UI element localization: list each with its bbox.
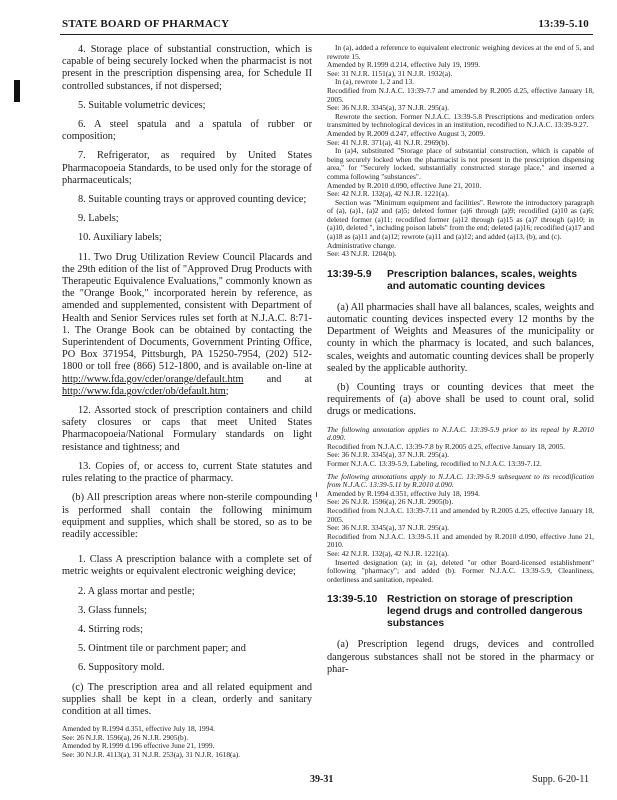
header-rule bbox=[60, 34, 593, 35]
margin-tick bbox=[316, 492, 317, 497]
annotation-line: See: 36 N.J.R. 3345(a), 37 N.J.R. 295(a). bbox=[327, 450, 449, 460]
list-item: 9. Labels; bbox=[78, 213, 119, 225]
margin-mark bbox=[14, 80, 20, 102]
ob-link[interactable]: http://www.fda.gov/cder/ob/default.htm bbox=[62, 385, 226, 397]
annotation-line: Recodified from N.J.A.C. 13:39-7.7 and amended by R.2005 d.25, effective January 18, 2005. bbox=[327, 85, 594, 104]
history-line: Amended by R.1999 d.196 effective June 21, 1999. bbox=[62, 741, 215, 751]
list-item: 5. Suitable volumetric devices; bbox=[78, 99, 206, 111]
list-item: 1. Class A prescription balance with a complete set of metric weights or equivalent electronic weighing device; bbox=[62, 554, 312, 578]
annotation-line: Inserted designation (a); in (a), deleted "or other Board-licensed establishment" following "pharmacy"; and added (b). Former N.J.A.C. 13:39-5.9, Cleanliness, orderliness and sanitation, repealed. bbox=[327, 557, 594, 584]
left-column bbox=[62, 44, 312, 760]
annotation-notes bbox=[327, 44, 594, 259]
annotation-line: Administrative change. bbox=[327, 240, 396, 250]
section-title: Prescription balances, scales, weights and automatic counting devices bbox=[387, 268, 577, 292]
annotation-line: Recodified from N.J.A.C. 13:39-5.11 and amended by R.2010 d.090, effective June 21, 2010. bbox=[327, 531, 594, 550]
annotation-line: See: 43 N.J.R. 1204(b). bbox=[327, 249, 397, 259]
annotation-line: See: 36 N.J.R. 3345(a), 37 N.J.R. 295(a). bbox=[327, 103, 449, 113]
list-item: 10. Auxiliary labels; bbox=[78, 232, 162, 244]
supplement-date: Supp. 6-20-11 bbox=[532, 774, 589, 785]
annotation-line: The following annotations apply to N.J.A.C. 13:39-5.9 subsequent to its recodification from N.J.A.C. 13:39-5.11 by R.2010 d.090. bbox=[327, 471, 594, 490]
annotation-line: Amended by R.2009 d.247, effective August 3, 2009. bbox=[327, 128, 485, 138]
annotation-line: Recodified from N.J.A.C. 13:39-7.8 by R.2005 d.25, effective January 18, 2005. bbox=[327, 441, 565, 451]
history-line: Amended by R.1994 d.351, effective July 18, 1994. bbox=[62, 724, 215, 734]
page-number: 39-31 bbox=[310, 774, 334, 785]
section-5-10-a: (a) Prescription legend drugs, devices and controlled dangerous substances shall not be stored in the pharmacy or phar- bbox=[327, 639, 594, 675]
history-line: See: 26 N.J.R. 1596(a), 26 N.J.R. 2905(b). bbox=[62, 732, 189, 742]
list-item: 4. Storage place of substantial construction, which is capable of being securely locked when the pharmacist is not present in the prescription dispensing area, for Schedule II controlled substances, if not dispersed; bbox=[62, 44, 312, 92]
section-number: 13:39-5.9 bbox=[327, 268, 372, 280]
annotation-line: Section was "Minimum equipment and facilities". Rewrote the introductory paragraph of (a), (a)1, (a)2 and (a)5; deleted former (a)6 through (a)9; recodified (a)10 as (a)6; deleted former (a)11; recodified former (a)12 through (a)15 as (a)7 through (a)10; in (a)10, deleted ", including poison labels" from the end; deleted (a)16; recodified (a)17 and (a)18 as (a)11 and (a)12; rewrote (a)11 and (a)12; and added (a)13, (b), and (c). bbox=[327, 197, 594, 242]
history-notes bbox=[62, 725, 312, 759]
annotation-line: See: 42 N.J.R. 132(a), 42 N.J.R. 1221(a). bbox=[327, 189, 449, 199]
annotation-line: Amended by R.1994 d.351, effective July 18, 1994. bbox=[327, 488, 480, 498]
list-item: 4. Stirring rods; bbox=[78, 623, 143, 635]
list-item: 8. Suitable counting trays or approved counting device; bbox=[78, 194, 307, 206]
annotation-line: In (a)4, substituted "Storage place of substantial construction, which is capable of being securely locked when the pharmacist is not present in the prescription dispensing area," for "Securely locked, substantially constructed storage place," and inserted a comma following "substances". bbox=[327, 146, 594, 181]
annotation-line: See: 36 N.J.R. 3345(a), 37 N.J.R. 295(a). bbox=[327, 523, 449, 533]
annotation-line: Rewrote the section. Former N.J.A.C. 13:39-5.8 Prescriptions and medication orders transmitted by technological devices in an institution, recodified to N.J.A.C. 13:39-9.27. bbox=[327, 111, 594, 130]
paragraph-c: (c) The prescription area and all related equipment and supplies shall be kept in a clean, orderly and sanitary condition at all times. bbox=[62, 681, 312, 717]
history-line: See: 30 N.J.R. 4113(a), 31 N.J.R. 253(a), 31 N.J.R. 1618(a). bbox=[62, 749, 241, 759]
paragraph-b: (b) All prescription areas where non-sterile compounding is performed shall contain the following minimum equipment and supplies, which shall be stored, so as to be readily accessible: bbox=[62, 492, 312, 540]
running-header-right: 13:39-5.10 bbox=[538, 18, 589, 30]
annotation-history-1 bbox=[327, 426, 594, 469]
list-item: 13. Copies of, or access to, current State statutes and rules relating to the practice of pharmacy. bbox=[62, 460, 312, 485]
running-header-left: STATE BOARD OF PHARMACY bbox=[62, 18, 230, 30]
annotation-history-2 bbox=[327, 473, 594, 585]
annotation-line: Recodified from N.J.A.C. 13:39-7.11 and amended by R.2005 d.25, effective January 18, 2005. bbox=[327, 506, 594, 524]
list-item: 5. Ointment tile or parchment paper; and bbox=[78, 643, 246, 655]
list-item: 7. Refrigerator, as required by United States Pharmacopoeia Standards, to be used only for the storage of pharmaceuticals; bbox=[62, 150, 312, 186]
section-13-39-5-9-heading bbox=[327, 269, 594, 293]
annotation-line: In (a), rewrote 1, 2 and 13. bbox=[335, 77, 415, 87]
item-list-a bbox=[62, 44, 312, 245]
item-11-and: and at bbox=[243, 373, 312, 385]
annotation-line: Amended by R.1999 d.214, effective July 19, 1999. bbox=[327, 60, 480, 70]
section-5-9-a: (a) All pharmacies shall have all balances, scales, weights and automatic counting devices inspected every 12 months by the Department of Weights and Measures of the municipality or county in which the pharmacy is located, and such balances, scales, weights and automatic counting devices shall be properly sealed by the applicable authority. bbox=[327, 301, 594, 374]
annotation-line: See: 42 N.J.R. 132(a), 42 N.J.R. 1221(a). bbox=[327, 548, 449, 558]
section-5-9-b: (b) Counting trays or counting devices that meet the requirements of (a) above shall be used to count oral, solid drugs or medications. bbox=[327, 382, 594, 418]
list-item: 6. Suppository mold. bbox=[78, 662, 165, 674]
item-11-text: 11. Two Drug Utilization Review Council Placards and the 29th edition of the list of "Approved Drug Products with Therapeutic Equivalence Evaluations," commonly known as the "Orange Book," incorporated herein by reference, as amended and supplemented, consistent with Department of Health and Senior Services rules set forth at N.J.A.C. 8:71-1. The Orange Book can be obtained by contacting the Superintendent of Documents, Government Printing Office, PO Box 371954, Pittsburgh, PA 15250-7954, (202) 512-1800 or toll free (866) 512-1800, and is available on-line at bbox=[62, 251, 312, 373]
right-column bbox=[327, 44, 594, 683]
annotation-line: Amended by R.2010 d.090, effective June 21, 2010. bbox=[327, 180, 482, 190]
list-item: 12. Assorted stock of prescription containers and child safety closures or caps that meet United States Pharmacopoeia/National Formulary standards on light resistance and tightness; and bbox=[62, 405, 312, 453]
list-item: 2. A glass mortar and pestle; bbox=[78, 585, 195, 597]
annotation-line: In (a), added a reference to equivalent electronic weighing devices at the end of 5, and rewrote 15. bbox=[327, 44, 594, 61]
list-item: 3. Glass funnels; bbox=[78, 604, 147, 616]
list-item: 6. A steel spatula and a spatula of rubber or composition; bbox=[62, 119, 312, 143]
annotation-line: The following annotation applies to N.J.A.C. 13:39-5.9 prior to its repeal by R.2010 d.090. bbox=[327, 424, 594, 443]
item-list-c bbox=[62, 554, 312, 674]
section-title: Restriction on storage of prescription legend drugs and controlled dangerous substances bbox=[387, 594, 583, 630]
section-number: 13:39-5.10 bbox=[327, 594, 378, 606]
item-list-b bbox=[62, 405, 312, 485]
annotation-line: See: 41 N.J.R. 371(a), 41 N.J.R. 2969(b). bbox=[327, 137, 450, 147]
orange-book-link[interactable]: http://www.fda.gov/cder/orange/default.htm bbox=[62, 373, 244, 385]
section-13-39-5-10-heading bbox=[327, 594, 594, 630]
item-11 bbox=[62, 252, 312, 398]
annotation-line: See: 31 N.J.R. 1151(a), 31 N.J.R. 1932(a). bbox=[327, 68, 453, 78]
annotation-line: See: 26 N.J.R. 1596(a), 26 N.J.R. 2905(b). bbox=[327, 497, 454, 507]
annotation-line: Former N.J.A.C. 13:39-5.9, Labeling, recodified to N.J.A.C. 13:39-7.12. bbox=[327, 459, 542, 469]
item-11-end: ; bbox=[225, 385, 229, 397]
